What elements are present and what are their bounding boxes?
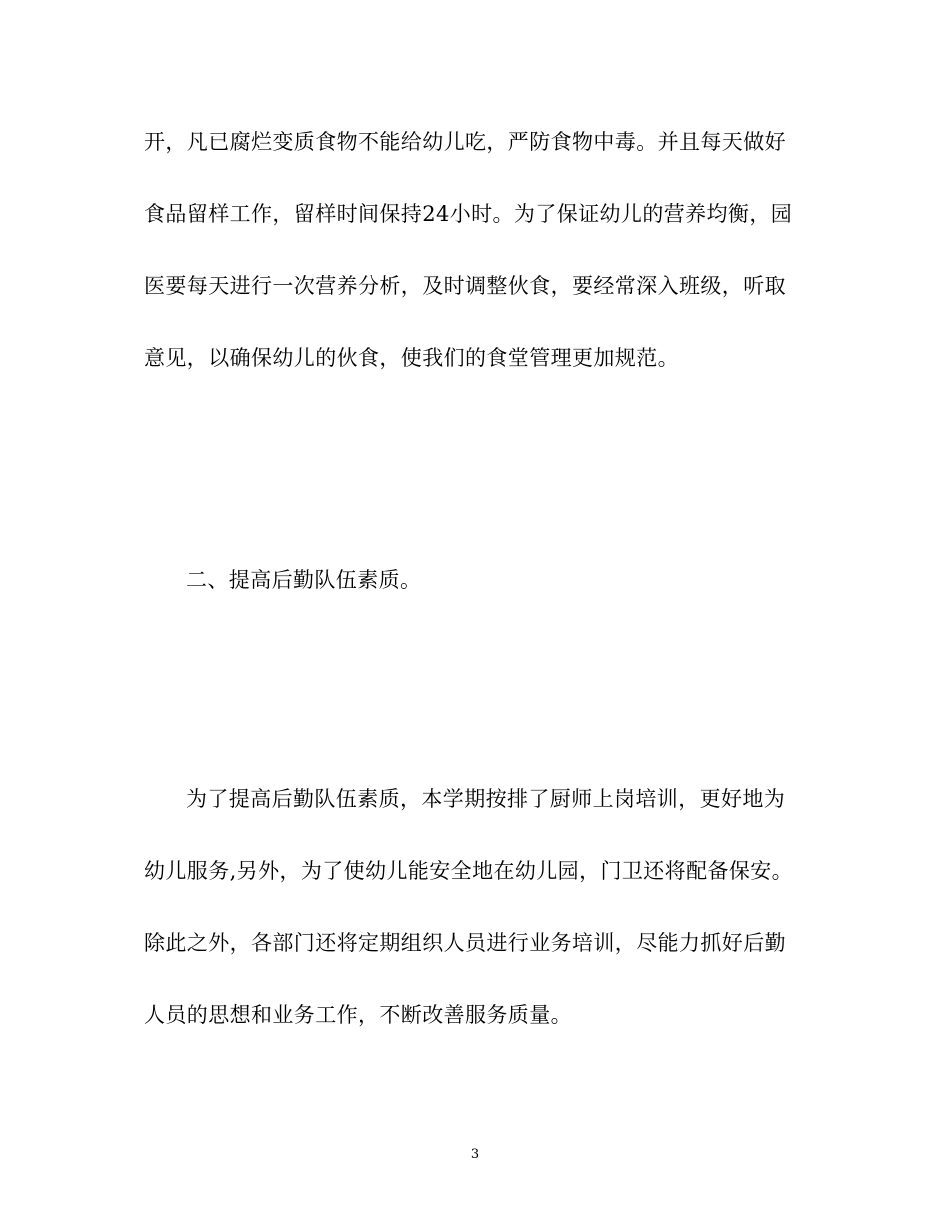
section-heading: 二、提高后勤队伍素质。 <box>186 568 422 592</box>
paragraph-1-line-2: 食品留样工作，留样时间保持24小时。为了保证幼儿的营养均衡，园 <box>144 202 793 226</box>
paragraph-2-line-3: 除此之外，各部门还将定期组织人员进行业务培训，尽能力抓好后勤 <box>144 931 786 955</box>
page-number: 3 <box>470 1147 480 1162</box>
paragraph-2-line-4: 人员的思想和业务工作，不断改善服务质量。 <box>144 1003 572 1027</box>
paragraph-2-line-2: 幼儿服务,另外，为了使幼儿能安全地在幼儿园，门卫还将配备保安。 <box>144 859 794 883</box>
paragraph-1-line-3: 医要每天进行一次营养分析，及时调整伙食，要经常深入班级，听取 <box>144 274 786 298</box>
paragraph-1-line-4: 意见，以确保幼儿的伙食，使我们的食堂管理更加规范。 <box>144 346 679 370</box>
paragraph-1-line-1: 开，凡已腐烂变质食物不能给幼儿吃，严防食物中毒。并且每天做好 <box>144 130 786 154</box>
paragraph-2-line-1: 为了提高后勤队伍素质，本学期按排了厨师上岗培训，更好地为 <box>186 787 786 811</box>
